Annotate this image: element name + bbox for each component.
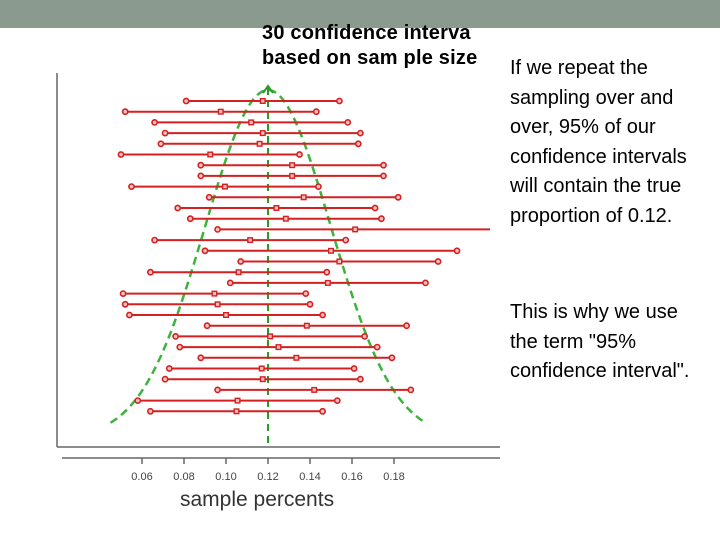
interval-high-point [335,398,340,403]
interval-center-point [353,227,358,232]
interval-high-point [345,120,350,125]
interval-low-point [188,216,193,221]
interval-high-point [358,131,363,136]
interval-row [188,216,384,221]
interval-high-point [423,280,428,285]
interval-row [215,227,490,232]
interval-row [198,173,386,178]
interval-low-point [173,334,178,339]
interval-row [228,280,429,285]
interval-center-point [215,302,220,307]
interval-high-point [381,163,386,168]
interval-high-point [396,195,401,200]
interval-row [167,366,357,371]
interval-low-point [123,302,128,307]
interval-low-point [152,120,157,125]
interval-row [198,355,394,360]
interval-low-point [202,248,207,253]
interval-high-point [454,248,459,253]
interval-center-point [259,366,264,371]
interval-low-point [123,109,128,114]
interval-low-point [163,377,168,382]
interval-low-point [228,280,233,285]
interval-low-point [118,152,123,157]
x-tick-label: 0.18 [383,471,405,483]
interval-low-point [207,195,212,200]
interval-low-point [177,345,182,350]
interval-row [118,152,302,157]
interval-high-point [316,184,321,189]
interval-high-point [373,205,378,210]
interval-high-point [320,409,325,414]
interval-row [163,377,364,382]
interval-row [152,238,348,243]
interval-low-point [175,205,180,210]
interval-low-point [167,366,172,371]
x-tick-label: 0.16 [341,471,363,483]
interval-high-point [362,334,367,339]
interval-center-point [290,163,295,168]
interval-center-point [236,270,241,275]
interval-row [148,409,325,414]
interval-center-point [305,323,310,328]
interval-center-point [234,409,239,414]
interval-row [198,163,386,168]
interval-row [163,131,364,136]
x-tick-label: 0.08 [173,471,195,483]
interval-high-point [379,216,384,221]
interval-low-point [158,141,163,146]
interval-low-point [152,238,157,243]
interval-center-point [248,238,253,243]
interval-center-point [301,195,306,200]
interval-row [123,302,313,307]
interval-high-point [303,291,308,296]
interval-high-point [320,312,325,317]
interval-center-point [235,398,240,403]
interval-center-point [290,174,295,179]
interval-high-point [352,366,357,371]
sampling-distribution-curve [111,86,424,447]
interval-low-point [148,270,153,275]
interval-high-point [436,259,441,264]
interval-row [129,184,321,189]
interval-low-point [198,173,203,178]
interval-low-point [129,184,134,189]
interval-high-point [314,109,319,114]
interval-center-point [312,388,317,393]
interval-row [207,195,401,200]
interval-center-point [326,281,331,286]
interval-row [152,120,350,125]
interval-center-point [294,356,299,361]
interval-high-point [297,152,302,157]
interval-low-point [215,227,220,232]
normal-curve [111,90,424,423]
interval-center-point [274,206,279,211]
interval-high-point [324,270,329,275]
interval-center-point [276,345,281,350]
interval-row [215,387,413,392]
interval-high-point [381,173,386,178]
interval-center-point [260,131,265,136]
interval-center-point [249,120,254,125]
interval-high-point [358,377,363,382]
term-paragraph: This is why we use the term "95% confidence interval". [510,301,690,382]
interval-center-point [224,313,229,318]
interval-high-point [343,238,348,243]
interval-center-point [223,184,228,189]
interval-row [121,291,309,296]
x-tick-label: 0.06 [131,471,153,483]
explanation-paragraph: If we repeat the sampling over and over, 95% of our confidence intervals will contain the true proportion of 0.12. [510,57,687,227]
interval-center-point [260,99,265,104]
interval-high-point [375,345,380,350]
interval-low-point [238,259,243,264]
x-axis-ticks [131,458,404,483]
interval-high-point [337,98,342,103]
interval-low-point [205,323,210,328]
interval-low-point [127,312,132,317]
interval-low-point [198,163,203,168]
x-tick-label: 0.12 [257,471,279,483]
interval-high-point [404,323,409,328]
x-tick-label: 0.10 [215,471,237,483]
interval-center-point [337,259,342,264]
interval-row [175,205,378,210]
interval-row [202,248,459,253]
interval-center-point [218,109,223,114]
interval-center-point [329,249,334,254]
interval-low-point [163,131,168,136]
interval-row [158,141,361,146]
interval-row [205,323,410,328]
interval-row [135,398,340,403]
interval-center-point [257,142,262,147]
interval-high-point [389,355,394,360]
interval-center-point [260,377,265,382]
interval-row [127,312,325,317]
interval-row [184,98,343,103]
interval-low-point [184,98,189,103]
x-axis-label: sample percents [180,488,335,511]
chart-title-line-2: based on sam ple size [262,47,478,69]
interval-row [177,345,380,350]
interval-center-point [268,334,273,339]
x-tick-label: 0.14 [299,471,321,483]
interval-low-point [198,355,203,360]
interval-high-point [408,387,413,392]
interval-low-point [148,409,153,414]
interval-low-point [121,291,126,296]
interval-low-point [215,387,220,392]
interval-center-point [212,291,217,296]
chart-title-line-1: 30 confidence interva [262,22,471,44]
interval-high-point [307,302,312,307]
interval-low-point [135,398,140,403]
interval-center-point [284,216,289,221]
interval-center-point [208,152,213,157]
interval-row [148,270,330,275]
interval-high-point [356,141,361,146]
interval-row [173,334,367,339]
